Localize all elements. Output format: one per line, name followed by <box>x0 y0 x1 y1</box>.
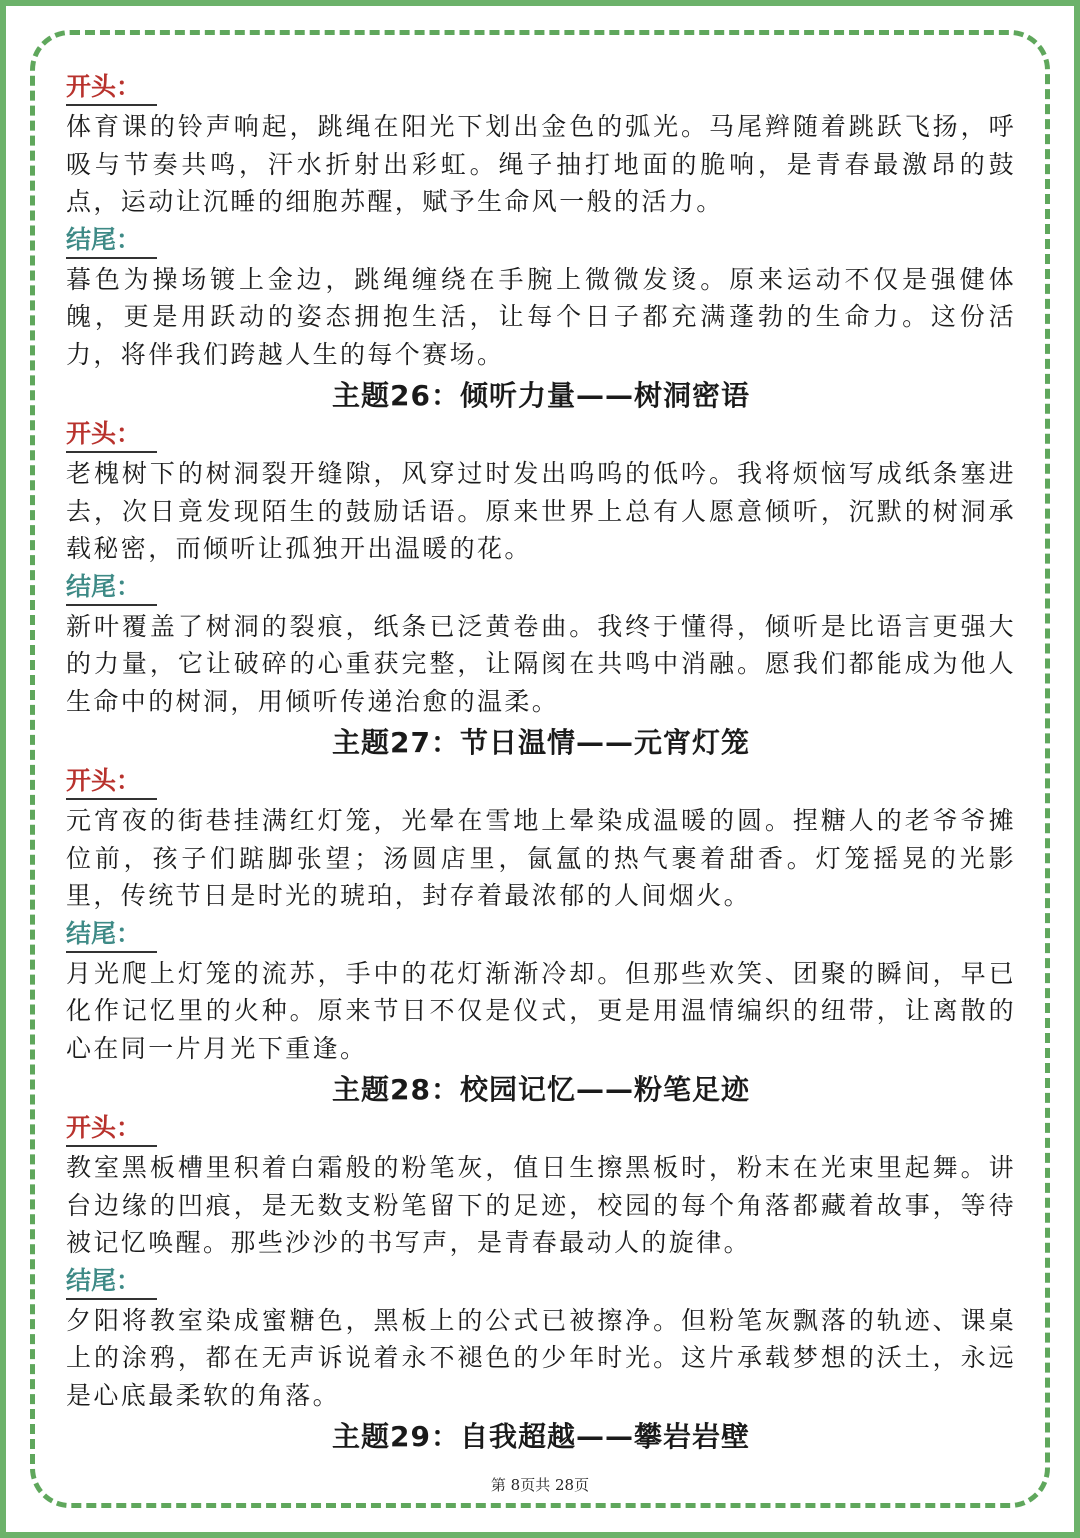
page-number-footer: 第 8页共 28页 <box>490 1476 590 1494</box>
opening-label: 开头： <box>66 1111 157 1147</box>
page-content <box>66 70 1016 1458</box>
section-heading: 主题28：校园记忆——粉笔足迹 <box>332 1073 750 1106</box>
opening-label: 开头： <box>66 764 157 800</box>
opening-paragraph: 教室黑板槽里积着白霜般的粉笔灰，值日生擦黑板时，粉末在光束里起舞。讲台边缘的凹痕，是无数支粉笔留下的足迹，校园的每个角落都藏着故事，等待被记忆唤醒。那些沙沙的书写声，是青春最动人的旋律。 <box>66 1153 1016 1257</box>
section-heading: 主题29：自我超越——攀岩岩壁 <box>332 1420 750 1453</box>
opening-paragraph: 体育课的铃声响起，跳绳在阳光下划出金色的弧光。马尾辫随着跳跃飞扬，呼吸与节奏共鸣，汗水折射出彩虹。绳子抽打地面的脆响，是青春最激昂的鼓点，运动让沉睡的细胞苏醒，赋予生命风一般的活力。 <box>66 112 1016 216</box>
section-heading: 主题27：节日温情——元宵灯笼 <box>332 726 750 759</box>
ending-label: 结尾： <box>66 1264 157 1300</box>
ending-label: 结尾： <box>66 917 157 953</box>
ending-paragraph: 月光爬上灯笼的流苏，手中的花灯渐渐冷却。但那些欢笑、团聚的瞬间，早已化作记忆里的火种。原来节日不仅是仪式，更是用温情编织的纽带，让离散的心在同一片月光下重逢。 <box>66 958 1016 1063</box>
opening-paragraph: 元宵夜的街巷挂满红灯笼，光晕在雪地上晕染成温暖的圆。捏糖人的老爷爷摊位前，孩子们踮脚张望；汤圆店里，氤氲的热气裹着甜香。灯笼摇晃的光影里，传统节日是时光的琥珀，封存着最浓郁的人间烟火。 <box>66 806 1016 910</box>
ending-label: 结尾： <box>66 223 157 259</box>
ending-paragraph: 暮色为操场镀上金边，跳绳缠绕在手腕上微微发烫。原来运动不仅是强健体魄，更是用跃动的姿态拥抱生活，让每个日子都充满蓬勃的生命力。这份活力，将伴我们跨越人生的每个赛场。 <box>66 264 1016 369</box>
ending-paragraph: 夕阳将教室染成蜜糖色，黑板上的公式已被擦净。但粉笔灰飘落的轨迹、课桌上的涂鸦，都在无声诉说着永不褪色的少年时光。这片承载梦想的沃土，永远是心底最柔软的角落。 <box>66 1305 1016 1410</box>
opening-label: 开头： <box>66 417 157 453</box>
ending-paragraph: 新叶覆盖了树洞的裂痕，纸条已泛黄卷曲。我终于懂得，倾听是比语言更强大的力量，它让破碎的心重获完整，让隔阂在共鸣中消融。愿我们都能成为他人生命中的树洞，用倾听传递治愈的温柔。 <box>66 611 1016 716</box>
ending-label: 结尾： <box>66 570 157 606</box>
section-heading: 主题26：倾听力量——树洞密语 <box>332 379 750 412</box>
opening-paragraph: 老槐树下的树洞裂开缝隙，风穿过时发出呜呜的低吟。我将烦恼写成纸条塞进去，次日竟发现陌生的鼓励话语。原来世界上总有人愿意倾听，沉默的树洞承载秘密，而倾听让孤独开出温暖的花。 <box>66 459 1016 563</box>
opening-label: 开头： <box>66 70 157 106</box>
